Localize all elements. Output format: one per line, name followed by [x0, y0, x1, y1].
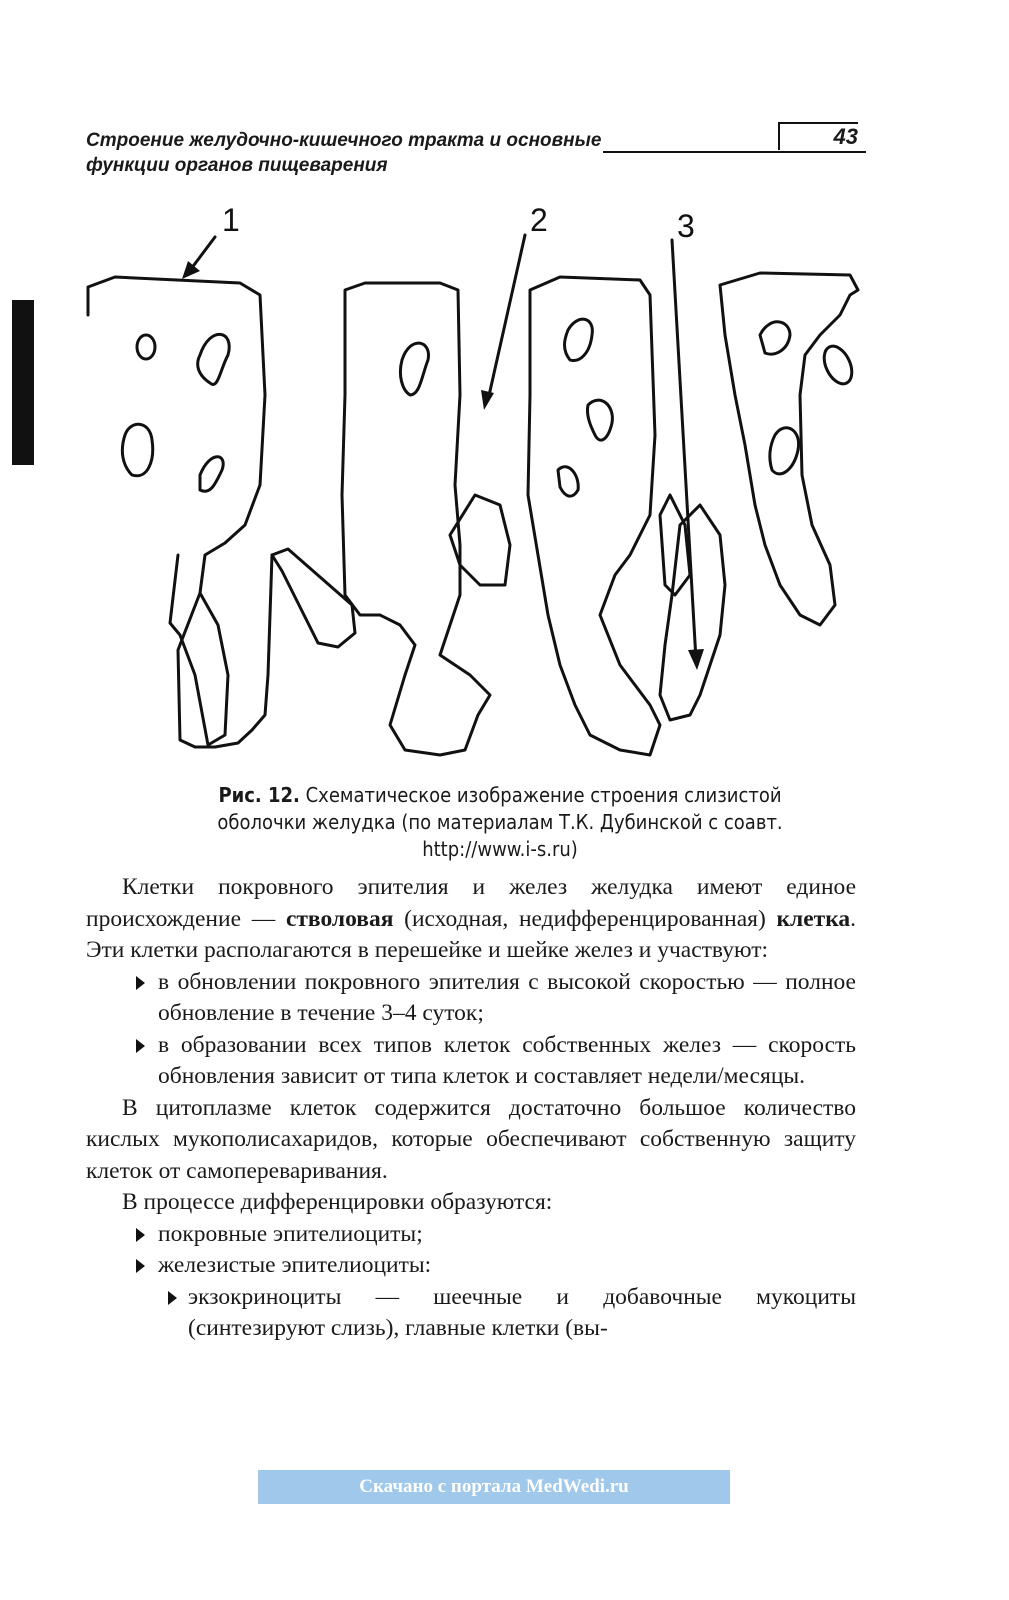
arrowhead-3: [688, 649, 704, 670]
p1-text-a: Клетки покровного эпителия и желез желудка имеют единое происхождение —: [86, 874, 856, 932]
arrowhead-2: [481, 390, 494, 410]
list-item: [86, 1030, 856, 1093]
paragraph-1: [86, 872, 856, 967]
stomach-mucosa-figure: [60, 195, 880, 775]
nucleus-10: [819, 342, 858, 388]
list1-item-2: в образовании всех типов клеток собственных желез — скорость обновления зависит от типа клеток и составляет недели/месяцы.: [158, 1031, 856, 1089]
figure-caption: [100, 782, 900, 863]
body-text: [86, 872, 856, 1345]
caption-line2: оболочки желудка (по материалам Т.К. Дубинской с соавт.: [217, 810, 783, 834]
list-item: [86, 1219, 856, 1251]
nucleus-9: [760, 322, 790, 354]
nucleus-7: [587, 400, 612, 440]
arrow-3: [672, 240, 696, 660]
figure-label-2: 2: [530, 202, 548, 238]
list2-item-2: железистые эпителиоциты:: [158, 1252, 432, 1278]
p1-text-b: (исходная, недифференцированная): [393, 905, 777, 932]
nucleus-11: [770, 428, 799, 474]
list2-item-1: покровные эпителиоциты;: [158, 1220, 423, 1247]
bullet-arrow-icon: [136, 1039, 145, 1053]
mucosa-block-3: [528, 277, 660, 755]
nucleus-5: [400, 343, 428, 395]
list-item: [86, 967, 856, 1030]
paragraph-2: В цитоплазме клеток содержится достаточно большое количество кислых мукополисахаридов, которые обеспечивают собственную защиту клеток от самопереваривания.: [86, 1094, 856, 1184]
download-watermark: Скачано с портала MedWedi.ru: [258, 1470, 730, 1504]
nucleus-3: [122, 424, 152, 475]
running-header: [86, 128, 866, 178]
nucleus-6: [565, 319, 593, 360]
header-title-line2: функции органов пищеварения: [86, 155, 388, 176]
bullet-arrow-icon: [136, 1228, 145, 1242]
sublist-item-1: экзокриноциты — шеечные и добавочные мукоциты (синтезируют слизь), главные клетки (вы-: [188, 1283, 856, 1341]
bullet-arrow-icon: [136, 1259, 145, 1273]
p1-bold-stem: стволовая: [285, 905, 394, 932]
bullet-arrow-icon: [136, 976, 145, 990]
scan-edge-mark: [12, 300, 34, 465]
p1-bold-cell: клетка: [776, 905, 851, 932]
list-item: [86, 1250, 856, 1282]
mucosa-block-4: [720, 273, 858, 625]
figure-label-3: 3: [677, 208, 695, 244]
nucleus-1: [137, 335, 155, 359]
bullet-arrow-icon: [168, 1291, 177, 1305]
figure-label-1: 1: [222, 202, 240, 238]
arrowhead-1: [182, 261, 200, 279]
page-number: 43: [778, 122, 858, 150]
mucosa-block-1: [88, 277, 265, 745]
caption-line1: Схематическое изображение строения слизистой: [305, 783, 782, 807]
caption-line3: http://www.i-s.ru): [422, 837, 578, 861]
header-title-line1: Строение желудочно-кишечного тракта и основные: [86, 130, 602, 151]
nucleus-2: [198, 334, 230, 384]
gland-1a: [272, 549, 355, 647]
nucleus-8: [558, 467, 578, 496]
caption-label: Рис. 12.: [218, 783, 300, 807]
list1-item-1: в обновлении покровного эпителия с высокой скоростью — полное обновление в течение 3–4 суток;: [158, 968, 856, 1026]
p1-text-c: . Эти клетки располагаются в перешейке и шейке желез и участвуют:: [86, 905, 857, 963]
paragraph-3: В процессе дифференцировки образуются:: [122, 1189, 553, 1215]
arrow-2: [488, 235, 525, 400]
mucosa-block-2: [342, 283, 490, 755]
nucleus-4: [200, 457, 223, 492]
list-item: [86, 1282, 856, 1345]
